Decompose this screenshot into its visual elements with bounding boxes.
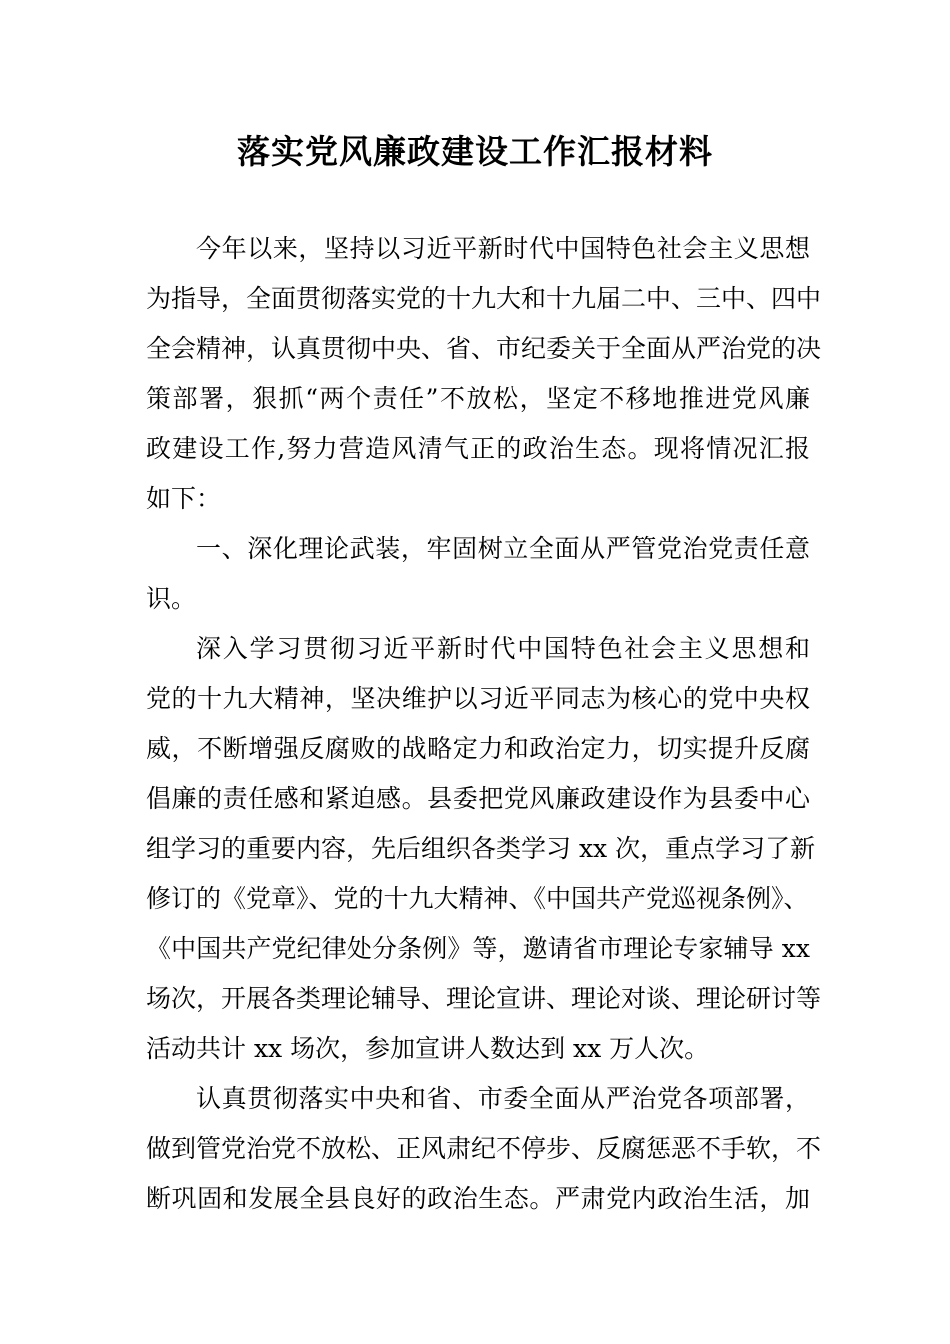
- paragraph-line: 今年以来，坚持以习近平新时代中国特色社会主义思想: [196, 234, 810, 263]
- paragraph-line: 识。: [146, 584, 197, 613]
- paragraph-line: 党的十九大精神，坚决维护以习近平同志为核心的党中央权: [146, 684, 810, 713]
- paragraph-line: 断巩固和发展全县良好的政治生态。严肃党内政治生活，加: [146, 1184, 810, 1213]
- paragraph-line: 如下：: [146, 484, 222, 513]
- document-body: [146, 224, 822, 1224]
- paragraph-line: 做到管党治党不放松、正风肃纪不停步、反腐惩恶不手软，不: [146, 1134, 822, 1163]
- paragraph-line: 修订的《党章》、党的十九大精神、《中国共产党巡视条例》、: [146, 884, 809, 913]
- paragraph-line: 全会精神，认真贯彻中央、省、市纪委关于全面从严治党的决: [146, 334, 822, 363]
- paragraph-line: 认真贯彻落实中央和省、市委全面从严治党各项部署，: [196, 1084, 810, 1113]
- paragraph-line: 深入学习贯彻习近平新时代中国特色社会主义思想和: [196, 634, 810, 663]
- paragraph-line: 活动共计 xx 场次，参加宣讲人数达到 xx 万人次。: [146, 1034, 710, 1063]
- document-title: 落实党风廉政建设工作汇报材料: [237, 132, 713, 171]
- paragraph-line: 《中国共产党纪律处分条例》等，邀请省市理论专家辅导 xx: [146, 934, 810, 963]
- paragraph-line: 威，不断增强反腐败的战略定力和政治定力，切实提升反腐: [146, 734, 810, 763]
- paragraph-line: 为指导，全面贯彻落实党的十九大和十九届二中、三中、四中: [146, 284, 822, 313]
- paragraph-line: 组学习的重要内容，先后组织各类学习 xx 次，重点学习了新: [146, 834, 816, 863]
- paragraph-line: 场次，开展各类理论辅导、理论宣讲、理论对谈、理论研讨等: [146, 984, 822, 1013]
- paragraph-line: 政建设工作,努力营造风清气正的政治生态。现将情况汇报: [146, 434, 810, 463]
- paragraph-line: 倡廉的责任感和紧迫感。县委把党风廉政建设作为县委中心: [146, 784, 810, 813]
- paragraph-line: 一、深化理论武装，牢固树立全面从严管党治党责任意: [196, 534, 810, 563]
- paragraph-line: 策部署，狠抓“两个责任”不放松，坚定不移地推进党风廉: [146, 384, 810, 413]
